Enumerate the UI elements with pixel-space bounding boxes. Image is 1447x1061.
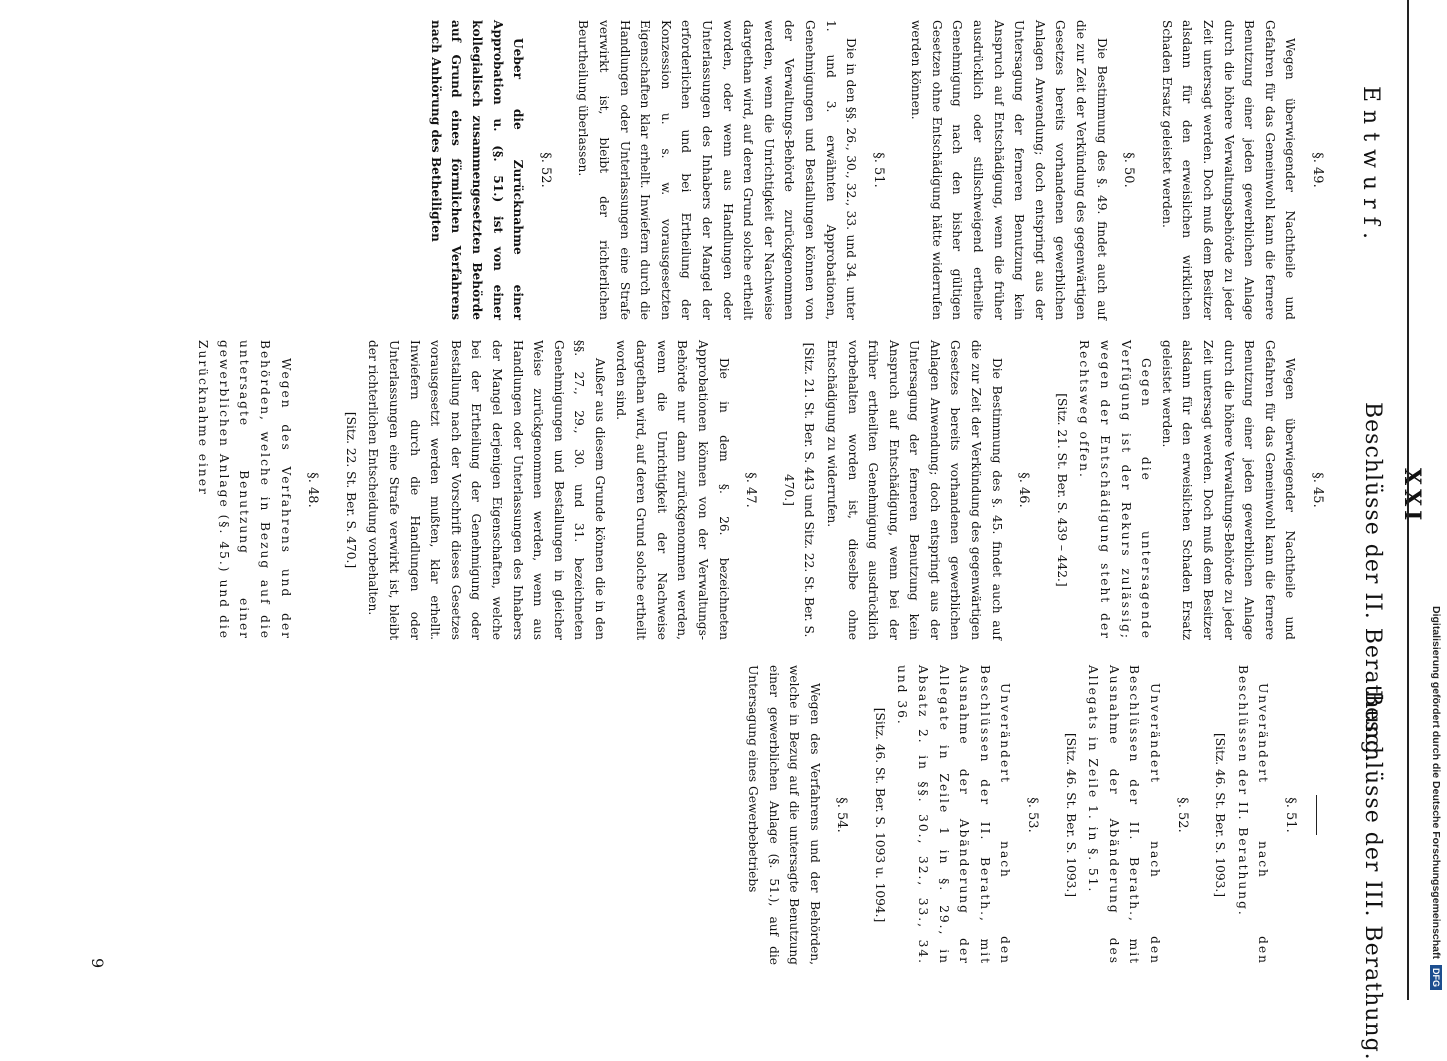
entwurf-section — [906, 20, 1139, 320]
section-heading: §. 45. — [1310, 472, 1325, 508]
section-text: Unverändert nach den Beschlüssen der II. Berath., mit Ausnahme der Abänderung der Allegate in Zeile 1 in §. 29., in Absatz 2. in §§. 30., 32., 33., 34. und 36. — [895, 665, 1013, 965]
third-reading-section — [742, 665, 851, 965]
section-heading: §. 47. — [743, 472, 759, 508]
section-heading: §. 50. — [1121, 152, 1137, 188]
section-text: Wegen überwiegender Nachtheile und Gefahren für das Gemeinwohl kann die fernere Benutzung einer jeden gewerblichen Anlage durch die höhere Verwaltungsbehörde zu jeder Zeit untersagt werden. Doch muß dem Besitzer alsdann für den erweislichen wirklichen Schaden Ersatz geleistet werden. — [1159, 20, 1298, 320]
section-reference: [Sitz. 22. St. Ber. S. 470.] — [343, 411, 358, 569]
section-text: Unverändert nach den Beschlüssen der II. Berathung. — [1235, 665, 1271, 965]
section-reference: [Sitz. 21. St. Ber. S. 443 und Sitz. 22. St. Ber. S. 470.] — [781, 342, 817, 638]
section-reference: [Sitz. 46. St. Ber. S. 1093.] — [1213, 732, 1228, 898]
second-reading-column-title: Beschlüsse der II. Berathung. — [1360, 402, 1385, 763]
section-text: Die in den §§. 26., 30., 32., 33. und 34. unter 1. und 3. erwähnten Approbationen, Genehmigungen und Bestallungen können von der Verwaltungs-Behörde zurückgenommen werden, wenn die Unrichtigkeit der Nachweise dargethan wird, auf deren Grund solche ertheilt worden, oder wenn aus Handlungen oder Unterlassungen des Inhabers der Mangel der erforderlichen und bei Ertheilung der Konzession u. s. w. vorausgesetzten Eigenschaften klar erhellt. Inwiefern durch die Handlungen oder Unterlassungen eine Strafe verwirkt ist, bleibt der richterlichen Beurtheilung überlassen. — [576, 20, 859, 320]
section-text: Wegen des Verfahrens und der Behörden, welche in Bezug auf die untersagte Benutzung einer gewerblichen Anlage (§. 45.) und die Zurücknahme einer — [196, 340, 293, 640]
section-text: Die Bestimmung des §. 49. findet auch auf die zur Zeit der Verkündung des gegenwärtigen Gesetzes bereits vorhandenen gewerblichen Anlagen Anwendung; doch entspringt aus der Untersagung der ferneren Benutzung kein Anspruch auf Entschädigung, wenn die früher ausdrücklich oder stillschweigend ertheilte Genehmigung nach den bisher gültigen Gesetzen ohne Entschädigung hätte widerrufen werden können. — [909, 20, 1109, 320]
second-reading-section — [1051, 340, 1327, 640]
page-roman-numeral: XXI — [1399, 468, 1425, 525]
section-text: Außer aus diesem Grunde können die in den §§. 27., 29., 30. und 31. bezeichneten Genehmigungen und Bestallungen in gleicher Weise zurückgenommen werden, wenn aus Handlungen oder Unterlassungen des Inhabers der Mangel derjenigen Eigenschaften, welche bei der Ertheilung der Genehmigung oder Bestallung nach der Vorschrift dieses Gesetzes vorausgesetzt werden mußten, klar erhellt. Inwiefern durch die Handlungen oder Unterlassungen eine Strafe verwirkt ist, bleibt der richterlichen Entscheidung vorbehalten. — [366, 340, 607, 640]
section-heading: §. 46. — [1016, 472, 1032, 508]
third-reading-section — [1210, 665, 1300, 965]
section-heading: §. 53. — [1025, 797, 1041, 833]
entwurf-section — [425, 20, 555, 320]
entwurf-column-title: Entwurf. — [1358, 86, 1383, 247]
section-text: Die Bestimmung des §. 45. findet auch auf die zur Zeit der Verkündung des gegenwärtigen Gesetzes bereits vorhandenen gewerblichen Anlagen Anwendung; doch entspringt aus der Untersagung der ferneren Benutzung kein Anspruch auf Entschädigung, wenn bei der früher ertheilten Genehmigung ausdrücklich vorbehalten worden ist, dieselbe ohne Entschädigung zu widerrufen. — [824, 340, 1004, 640]
entwurf-column — [407, 20, 1327, 320]
dfg-logo: DFG — [1430, 965, 1442, 990]
section-text: Gegen die untersagende Verfügung ist der Rekurs zulässig; wegen der Entschädigung steht der Rechtsweg offen. — [1077, 340, 1154, 640]
section-text: Ueber die Zurücknahme einer Approbation u. (§. 51.) ist von einer kollegialisch zusammengesetzten Behörde auf Grund eines förmlichen Verfahrens nach Anhörung des Betheiligten — [428, 20, 526, 320]
column-divider-rule — [1316, 795, 1317, 835]
section-text: Wegen des Verfahrens und der Behörden, welche in Bezug auf die untersagte Benutzung einer gewerblichen Anlage (§. 51.), auf die Untersagung eines Gewerbebetriebs — [745, 665, 822, 965]
section-heading: §. 49. — [1310, 152, 1325, 188]
page-number: 9 — [88, 958, 107, 969]
digitization-notice — [1425, 0, 1447, 1000]
section-text: Die in dem §. 26. bezeichneten Approbationen können von der Verwaltungs-Behörde nur dann zurückgenommen werden, wenn die Unrichtigkeit der Nachweise dargethan wird, auf deren Grund solche ertheilt worden sind. — [613, 340, 731, 640]
third-reading-column — [724, 665, 1327, 965]
third-reading-section — [869, 665, 1042, 965]
section-heading: §. 52. — [537, 152, 553, 188]
section-reference: [Sitz. 21. St. Ber. S. 439 – 442.] — [1054, 393, 1069, 587]
third-reading-column-title: Beschlüsse der III. Berathung. — [1360, 690, 1385, 1061]
digitization-notice-text: Digitalisierung gefördert durch die Deutsche Forschungsgemeinschaft — [1430, 606, 1442, 959]
second-reading-section — [340, 340, 760, 640]
third-reading-section — [1060, 665, 1192, 965]
entwurf-section — [573, 20, 888, 320]
second-reading-section — [778, 340, 1033, 640]
section-reference: [Sitz. 46. St. Ber. S. 1093 u. 1094.] — [872, 707, 887, 923]
section-heading: §. 54. — [834, 797, 850, 833]
section-reference: [Sitz. 46. St. Ber. S. 1093.] — [1063, 732, 1078, 898]
section-text: Unverändert nach den Beschlüssen der II. Berath., mit Ausnahme der Abänderung des Allegats in Zeile 1. in §. 51. — [1086, 665, 1163, 965]
section-heading: §. 51. — [1283, 797, 1298, 833]
entwurf-section — [1156, 20, 1327, 320]
scan-sheet-edge — [1407, 0, 1421, 1000]
section-text: Wegen überwiegender Nachtheile und Gefahren für das Gemeinwohl kann die fernere Benutzung einer jeden gewerblichen Anlage durch die höhere Verwaltungs-Behörde zu jeder Zeit untersagt werden. Doch muß dem Besitzer alsdann für den erweislichen Schaden Ersatz geleistet werden. — [1159, 340, 1298, 640]
section-heading: §. 51. — [870, 152, 886, 188]
second-reading-column — [175, 340, 1327, 640]
section-heading: §. 48. — [305, 472, 321, 508]
section-heading: §. 52. — [1174, 797, 1190, 833]
second-reading-section — [193, 340, 323, 640]
scanned-page — [37, 0, 1447, 1061]
